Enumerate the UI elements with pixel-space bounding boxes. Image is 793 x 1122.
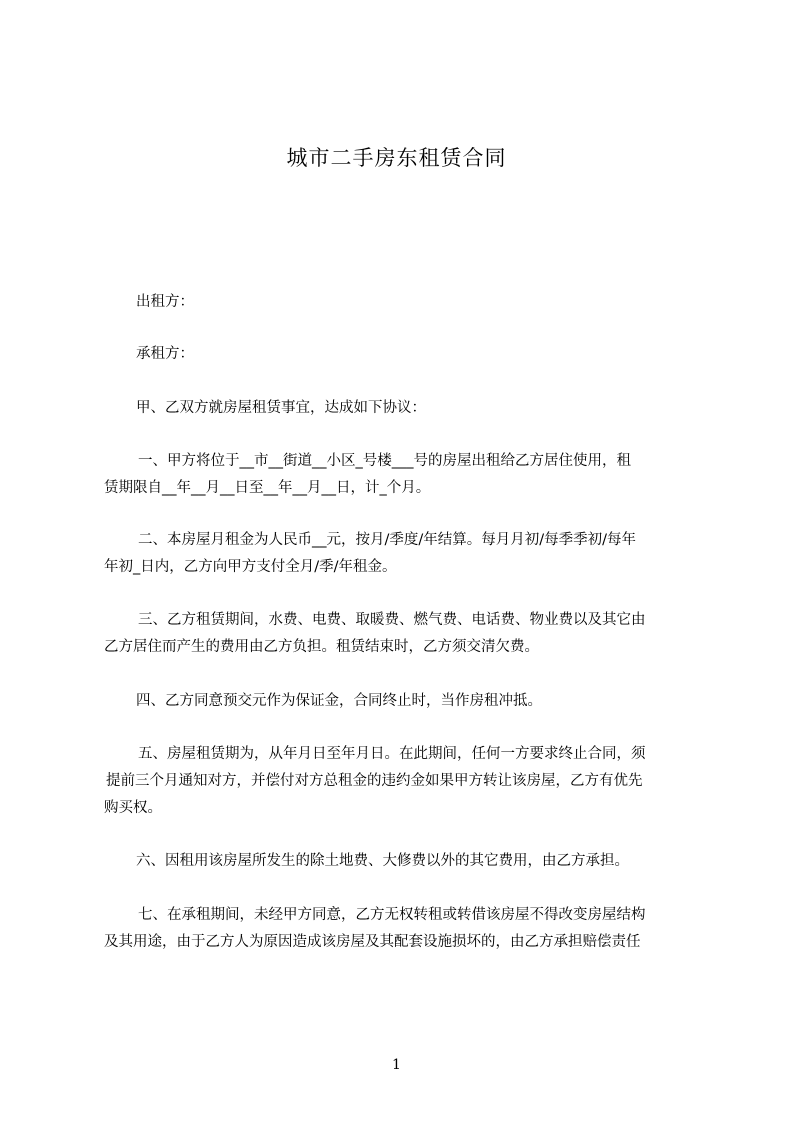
page-number: 1: [392, 1057, 401, 1073]
clause-7-line-1: 七、在承租期间，未经甲方同意，乙方无权转租或转借该房屋不得改变房屋结构: [138, 907, 646, 923]
clause-4-line-1: 四、乙方同意预交元作为保证金，合同终止时，当作房租冲抵。: [136, 693, 542, 709]
intro-text: 甲、乙双方就房屋租赁事宜，达成如下协议：: [136, 400, 426, 416]
lessor-label-text: 出租方：: [136, 294, 194, 310]
lessee-label: [104, 341, 704, 368]
clause-5-line-1: 五、房屋租赁期为，从年月日至年月日。在此期间，任何一方要求终止合同，须: [138, 746, 646, 762]
clause-5-line-2: 提前三个月通知对方，并偿付对方总租金的违约金如果甲方转让该房屋，乙方有优先: [106, 773, 643, 789]
clause-5: [104, 741, 704, 822]
clause-3-line-2: 乙方居住而产生的费用由乙方负担。租赁结束时，乙方须交清欠费。: [104, 639, 539, 655]
clause-6: [104, 848, 704, 875]
clause-1-line-2: 赁期限自__年__月__日至__年__月__日，计_个月。: [104, 480, 431, 496]
clause-4: [104, 688, 704, 715]
document-title: 城市二手房东租赁合同: [286, 146, 507, 170]
clause-2: [104, 527, 704, 581]
clause-1: [104, 448, 704, 502]
clause-1-line-1: 一、甲方将位于__市__街道__小区_号楼___号的房屋出租给乙方居住使用，租: [138, 453, 631, 469]
intro-paragraph: [104, 395, 704, 422]
clause-3-line-1: 三、乙方租赁期间，水费、电费、取暖费、燃气费、电话费、物业费以及其它由: [138, 612, 646, 628]
clause-6-line-1: 六、因租用该房屋所发生的除土地费、大修费以外的其它费用，由乙方承担。: [136, 853, 629, 869]
clause-5-line-3: 购买权。: [104, 800, 162, 816]
lessee-label-text: 承租方：: [136, 346, 194, 362]
clause-2-line-1: 二、本房屋月租金为人民币__元，按月/季度/年结算。每月月初/每季季初/每年: [138, 532, 637, 548]
clause-7: [104, 902, 704, 956]
lessor-label: [104, 289, 704, 316]
clause-2-line-2: 年初_日内，乙方向甲方支付全月/季/年租金。: [104, 559, 397, 575]
clause-7-line-2: 及其用途，由于乙方人为原因造成该房屋及其配套设施损坏的，由乙方承担赔偿责任: [104, 934, 641, 950]
clause-3: [104, 607, 704, 661]
